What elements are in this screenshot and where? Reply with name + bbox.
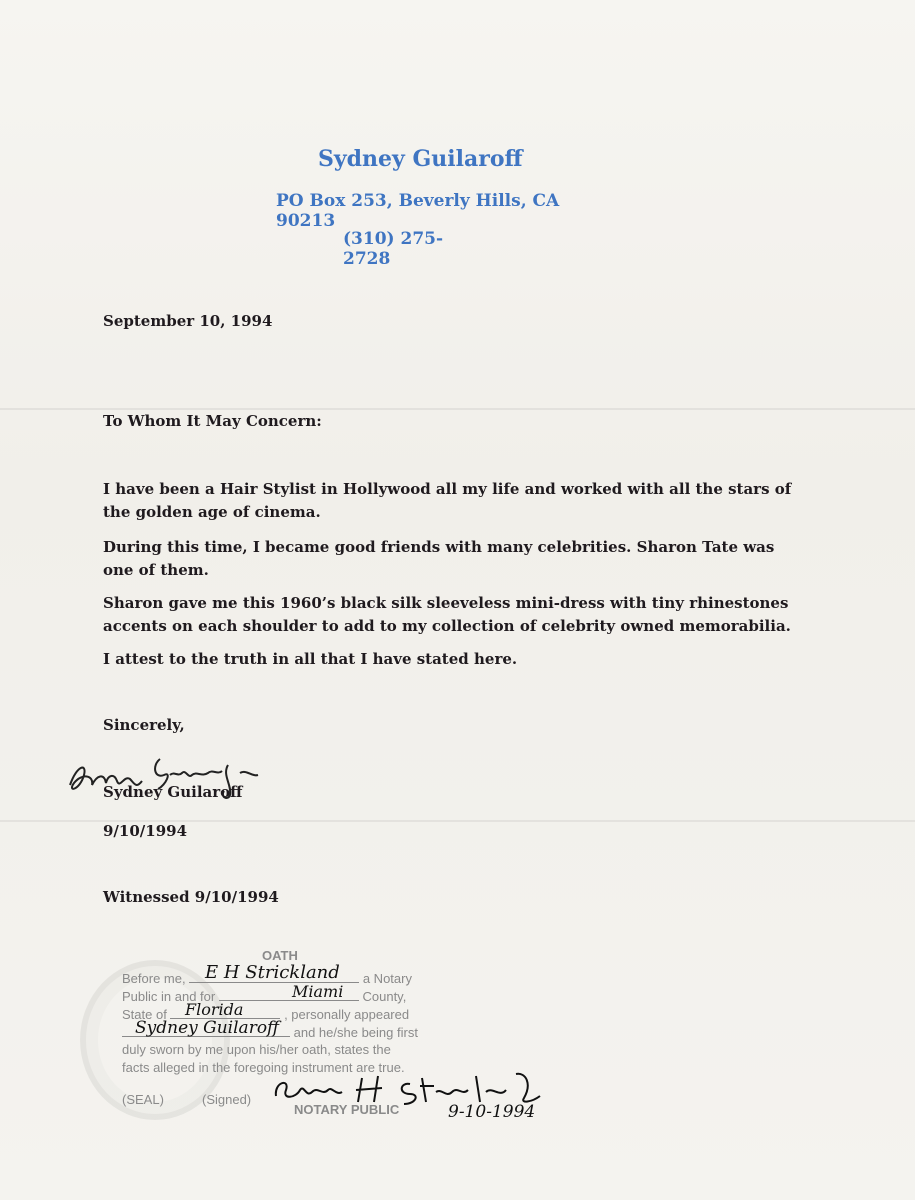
handwritten-state: Florida (185, 1000, 244, 1019)
oath-l3-suffix: , personally appeared (284, 1007, 410, 1022)
oath-l2-prefix: Public in and for (122, 989, 216, 1004)
paragraph-3: Sharon gave me this 1960’s black silk sleeveless mini-dress with tiny rhinestones accents on each shoulder to add to my collection of celebrity owned memorabilia. (103, 594, 791, 635)
letterhead-address: PO Box 253, Beverly Hills, CA 90213 (276, 191, 560, 231)
handwritten-county: Miami (292, 982, 344, 1001)
oath-l1-prefix: Before me, (122, 971, 186, 986)
letterhead-name: Sydney Guilaroff (318, 146, 523, 172)
paragraph-1: I have been a Hair Stylist in Hollywood all my life and worked with all the stars of the golden age of cinema. (103, 480, 792, 521)
witnessed-line: Witnessed 9/10/1994 (103, 888, 279, 906)
handwritten-appeared-name: Sydney Guilaroff (135, 1018, 280, 1038)
notary-public-label: NOTARY PUBLIC (294, 1102, 400, 1117)
closing: Sincerely, (103, 716, 185, 734)
oath-l4-suffix: and he/she being first (293, 1025, 418, 1040)
oath-line-2 (122, 988, 406, 1004)
oath-line-6: facts alleged in the foregoing instrument are true. (122, 1060, 405, 1075)
signed-date: 9/10/1994 (103, 822, 188, 840)
oath-l3-prefix: State of (122, 1007, 167, 1022)
handwritten-notary-date: 9-10-1994 (448, 1102, 536, 1122)
oath-title: OATH (262, 948, 298, 963)
oath-l2-suffix: County, (362, 989, 407, 1004)
paragraph-2: During this time, I became good friends with many celebrities. Sharon Tate was one of them. (103, 538, 775, 579)
paragraph-4: I attest to the truth in all that I have stated here. (103, 650, 518, 668)
handwritten-notary-name: E H Strickland (205, 962, 340, 983)
signed-label: (Signed) (202, 1092, 252, 1107)
letter-date: September 10, 1994 (103, 312, 273, 330)
salutation: To Whom It May Concern: (103, 412, 322, 430)
oath-l1-suffix: a Notary (362, 971, 412, 986)
seal-label: (SEAL) (122, 1092, 164, 1107)
letterhead-phone: (310) 275-2728 (343, 229, 444, 269)
oath-line-5: duly sworn by me upon his/her oath, states the (122, 1042, 391, 1057)
signer-name: Sydney Guilaroff (103, 783, 243, 801)
